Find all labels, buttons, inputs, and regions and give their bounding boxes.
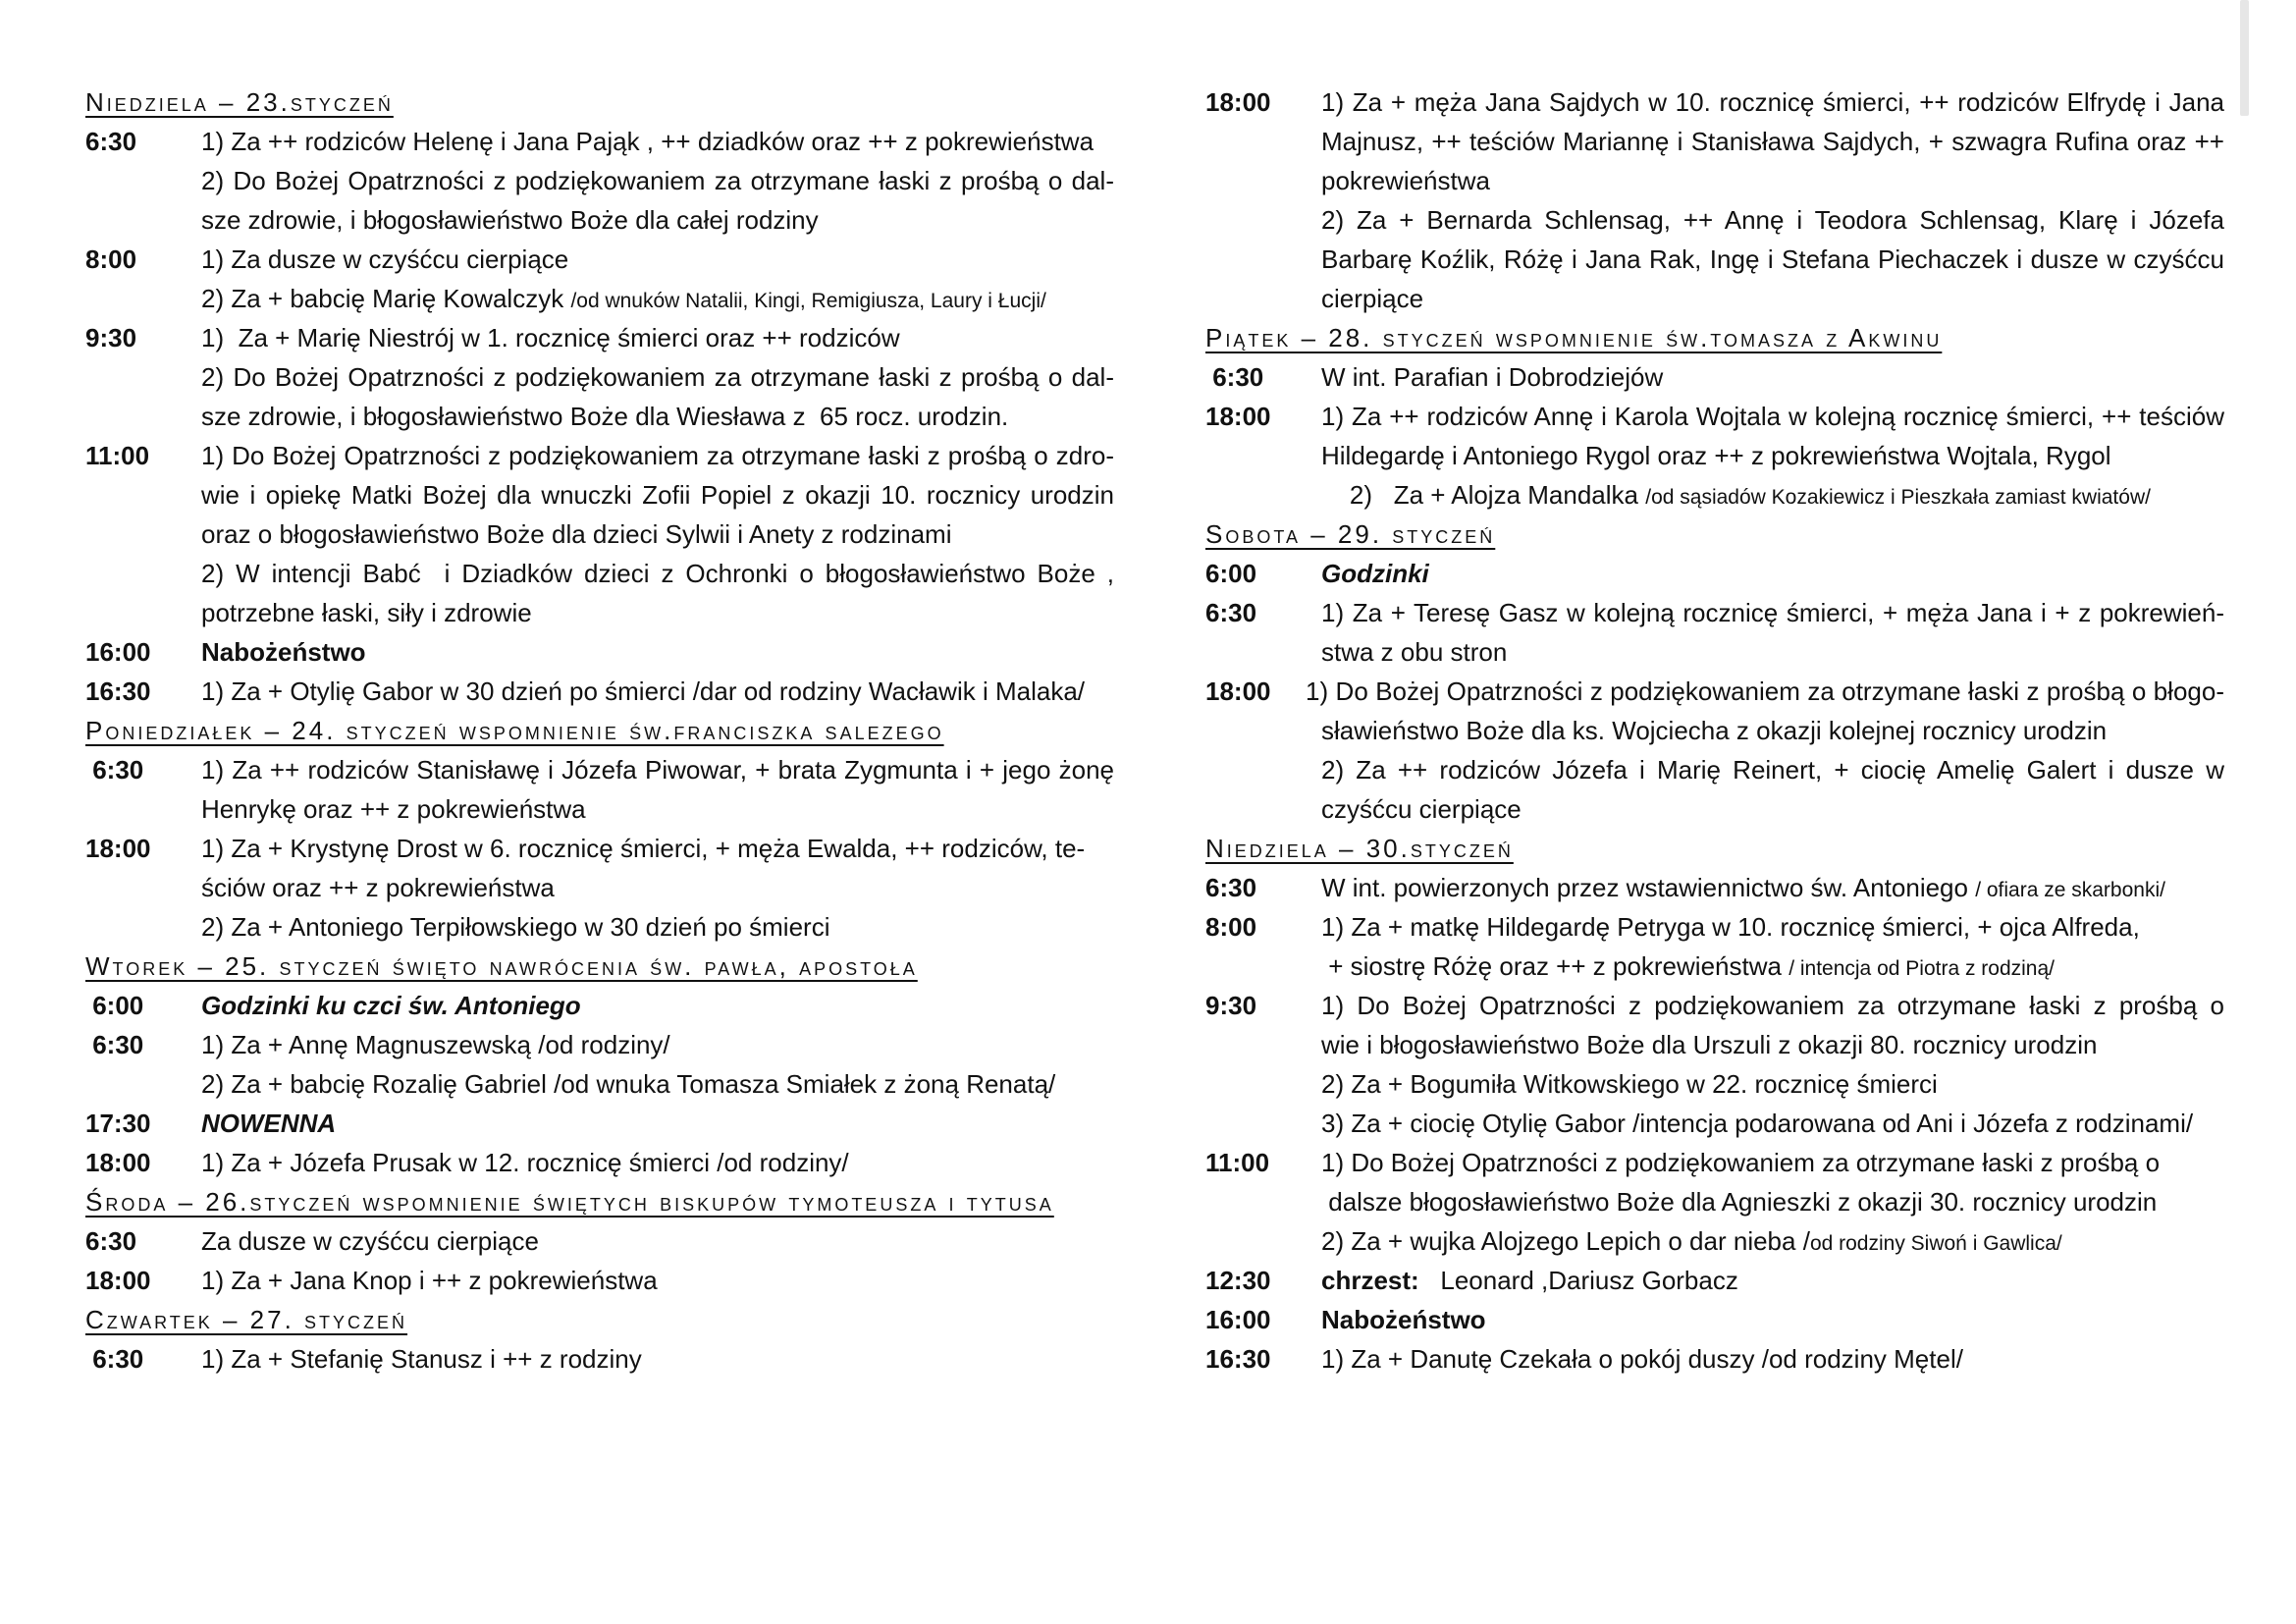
intention-line: [201, 750, 1114, 789]
intention-line: [1321, 1064, 2224, 1104]
intention-text: wie i opiekę Matki Bożej dla wnuczki Zofii Popiel z okazji 10. rocznicy urodzin: [201, 480, 1114, 510]
intention-text: 2) Za + babcię Rozalię Gabriel /od wnuka Tomasza Smiałek z żoną Renatą/: [201, 1069, 1056, 1099]
intention-text: 1) Za ++ rodziców Stanisławę i Józefa Piwowar, + brata Zygmunta i + jego żonę: [201, 755, 1114, 785]
intention-line: [1321, 1221, 2224, 1261]
intention-line: [201, 554, 1114, 593]
intention-text: 1) Do Bożej Opatrzności z podziękowaniem za otrzymane łaski z prośbą o błogo-: [1306, 677, 2224, 706]
intention-line: [1321, 1300, 2224, 1339]
intention-text: sławieństwo Boże dla ks. Wojciecha z okazji kolejnej rocznicy urodzin: [1321, 716, 2108, 745]
mass-time: 6:30: [85, 1030, 144, 1059]
intention-text: 1) Do Bożej Opatrzności z podziękowaniem za otrzymane łaski z prośbą o zdro-: [201, 441, 1114, 470]
intention-line: [201, 1104, 1114, 1143]
intention-text: 1) Za ++ rodziców Helenę i Jana Pająk , ++ dziadków oraz ++ z pokrewieństwa: [201, 127, 1095, 156]
intention-list: [201, 240, 1114, 318]
mass-entry: [1205, 868, 2224, 907]
intention-text: 1) Za + Stefanię Stanusz i ++ z rodziny: [201, 1344, 642, 1374]
mass-entry: [85, 1261, 1114, 1300]
day-header: Poniedziałek – 24. styczeń wspomnienie św.franciszka salezego: [85, 716, 944, 745]
intention-line: [1321, 475, 2224, 514]
intention-line: [1321, 711, 2224, 750]
baptism-names: Leonard ,Dariusz Gorbacz: [1418, 1266, 1738, 1295]
mass-entry: [85, 1025, 1114, 1104]
mass-entry: [85, 829, 1114, 947]
mass-entry: [85, 750, 1114, 829]
intention-list: [201, 750, 1114, 829]
intention-line: [201, 122, 1114, 161]
mass-entry: [85, 1143, 1114, 1182]
intention-text: potrzebne łaski, siły i zdrowie: [201, 598, 532, 627]
mass-time: 6:00: [1205, 559, 1257, 588]
intention-line: [201, 200, 1114, 240]
intention-text: 1) Za dusze w czyśćcu cierpiące: [201, 244, 569, 274]
intention-text: W int. Parafian i Dobrodziejów: [1321, 362, 1664, 392]
left-column: [85, 82, 1114, 1379]
intention-text: 1) Za + Annę Magnuszewską /od rodziny/: [201, 1030, 670, 1059]
intention-text: 1) Za + Józefa Prusak w 12. rocznicę śmierci /od rodziny/: [201, 1148, 849, 1177]
intention-line: [201, 279, 1114, 318]
intention-text: 1) Za + Danutę Czekała o pokój duszy /od rodziny Mętel/: [1321, 1344, 1963, 1374]
intention-list: [1321, 357, 2224, 397]
mass-entry: [1205, 986, 2224, 1143]
intention-list: [1321, 907, 2224, 986]
mass-time: 16:00: [85, 637, 151, 667]
intention-text: oraz o błogosławieństwo Boże dla dzieci Sylwii i Anety z rodzinami: [201, 519, 952, 549]
intention-text: 2) Za + wujka Alojzego Lepich o dar nieba /: [1321, 1226, 1810, 1256]
intention-donor-note: /od sąsiadów Kozakiewicz i Pieszkała zamiast kwiatów/: [1645, 486, 2151, 509]
intention-list: [201, 1221, 1114, 1261]
mass-entry: [1205, 1143, 2224, 1261]
intention-text: + siostrę Różę oraz ++ z pokrewieństwa: [1321, 951, 1789, 981]
intention-list: [201, 829, 1114, 947]
intention-text: chrzest:: [1321, 1266, 1419, 1295]
intention-text: NOWENNA: [201, 1109, 337, 1138]
day-header: Niedziela – 23.styczeń: [85, 87, 394, 117]
intention-line: [1321, 240, 2224, 279]
intention-list: [1321, 1339, 2224, 1379]
intention-text: 1) Za + matkę Hildegardę Petryga w 10. rocznicę śmierci, + ojca Alfreda,: [1321, 912, 2140, 942]
intention-line: [1321, 986, 2224, 1025]
intention-text: sze zdrowie, i błogosławieństwo Boże dla całej rodziny: [201, 205, 819, 235]
mass-entry: [85, 318, 1114, 436]
intention-list: [1306, 672, 2224, 829]
intention-line: [1321, 593, 2224, 632]
mass-time: 6:00: [85, 991, 144, 1020]
intention-text: Hildegardę i Antoniego Rygol oraz ++ z pokrewieństwa Wojtala, Rygol: [1321, 441, 2111, 470]
intention-line: [1306, 672, 2224, 711]
intention-text: czyśćcu cierpiące: [1321, 794, 1522, 824]
intention-line: [201, 397, 1114, 436]
day-header: Sobota – 29. styczeń: [1205, 519, 1496, 549]
intention-text: cierpiące: [1321, 284, 1424, 313]
intention-line: [201, 240, 1114, 279]
intention-line: [1321, 1182, 2224, 1221]
mass-time: 8:00: [85, 244, 137, 274]
intention-line: [1321, 1143, 2224, 1182]
intention-line: [201, 475, 1114, 514]
intention-line: [201, 632, 1114, 672]
mass-time: 18:00: [85, 1148, 151, 1177]
intention-text: 2) Do Bożej Opatrzności z podziękowaniem za otrzymane łaski z prośbą o dal-: [201, 166, 1114, 195]
mass-time: 9:30: [1205, 991, 1257, 1020]
intention-text: 1) Za + męża Jana Sajdych w 10. rocznicę śmierci, ++ rodziców Elfrydę i Jana: [1321, 87, 2224, 117]
intention-text: 1) Za + Marię Niestrój w 1. rocznicę śmierci oraz ++ rodziców: [201, 323, 900, 352]
intention-line: [1321, 907, 2224, 947]
intention-line: [1321, 200, 2224, 240]
intention-line: [1321, 82, 2224, 122]
mass-time: 11:00: [85, 441, 150, 470]
intention-text: 1) Za + Jana Knop i ++ z pokrewieństwa: [201, 1266, 658, 1295]
intention-text: 2) Do Bożej Opatrzności z podziękowaniem za otrzymane łaski z prośbą o dal-: [201, 362, 1114, 392]
intention-list: [201, 986, 1114, 1025]
intention-line: [201, 1221, 1114, 1261]
intention-line: [1321, 161, 2224, 200]
intention-text: 1) Za + Teresę Gasz w kolejną rocznicę śmierci, + męża Jana i + z pokrewień-: [1321, 598, 2224, 627]
intention-list: [201, 436, 1114, 632]
mass-entry: [1205, 1300, 2224, 1339]
intention-line: [1321, 750, 2224, 789]
mass-time: 18:00: [1205, 402, 1271, 431]
intention-donor-note: /od wnuków Natalii, Kingi, Remigiusza, Laury i Łucji/: [570, 290, 1046, 312]
mass-time: 11:00: [1205, 1148, 1270, 1177]
mass-time: 6:30: [85, 1226, 137, 1256]
intention-donor-note: / intencja od Piotra z rodziną/: [1789, 957, 2056, 980]
intention-text: Godzinki: [1321, 559, 1429, 588]
intention-list: [201, 672, 1114, 711]
intention-line: [1321, 554, 2224, 593]
intention-line: [201, 514, 1114, 554]
intention-line: [1321, 279, 2224, 318]
mass-time: 16:30: [1205, 1344, 1271, 1374]
intention-text: ściów oraz ++ z pokrewieństwa: [201, 873, 555, 902]
intention-donor-note: / ofiara ze skarbonki/: [1975, 879, 2165, 901]
intention-text: 1) Za ++ rodziców Annę i Karola Wojtala w kolejną rocznicę śmierci, ++ teściów: [1321, 402, 2224, 431]
intention-line: [201, 1261, 1114, 1300]
mass-time: 8:00: [1205, 912, 1257, 942]
intention-line: [1321, 357, 2224, 397]
intention-line: [201, 1064, 1114, 1104]
intention-line: [201, 436, 1114, 475]
mass-time: 16:30: [85, 677, 151, 706]
intention-text: Majnusz, ++ teściów Mariannę i Stanisława Sajdych, + szwagra Rufina oraz ++: [1321, 127, 2224, 156]
intention-text: Nabożeństwo: [201, 637, 366, 667]
mass-time: 6:30: [85, 127, 137, 156]
intention-donor-note: od rodziny Siwoń i Gawlica/: [1809, 1232, 2062, 1255]
mass-time: 18:00: [1205, 87, 1271, 117]
intention-line: [201, 593, 1114, 632]
intention-line: [1321, 122, 2224, 161]
intention-line: [201, 672, 1114, 711]
intention-list: [201, 632, 1114, 672]
intention-text: Za dusze w czyśćcu cierpiące: [201, 1226, 539, 1256]
intention-line: [201, 161, 1114, 200]
mass-time: 18:00: [85, 834, 151, 863]
mass-time: 6:30: [85, 1344, 144, 1374]
mass-entry: [1205, 82, 2224, 318]
intention-text: Barbarę Koźlik, Różę i Jana Rak, Ingę i Stefana Piechaczek i dusze w czyśćcu: [1321, 244, 2224, 274]
day-header: Niedziela – 30.styczeń: [1205, 834, 1514, 863]
intention-list: [201, 318, 1114, 436]
mass-entry: [85, 632, 1114, 672]
intention-line: [1321, 868, 2224, 907]
mass-entry: [85, 1104, 1114, 1143]
mass-time: 18:00: [1205, 677, 1271, 706]
mass-entry: [85, 240, 1114, 318]
intention-text: 1) Za + Otylię Gabor w 30 dzień po śmierci /dar od rodziny Wacławik i Malaka/: [201, 677, 1085, 706]
intention-text: sze zdrowie, i błogosławieństwo Boże dla Wiesława z 65 rocz. urodzin.: [201, 402, 1009, 431]
intention-text: 2) Za + Bogumiła Witkowskiego w 22. rocznicę śmierci: [1321, 1069, 1938, 1099]
intention-text: 2) Za + babcię Marię Kowalczyk: [201, 284, 571, 313]
intention-list: [1321, 1143, 2224, 1261]
intention-text: wie i błogosławieństwo Boże dla Urszuli z okazji 80. rocznicy urodzin: [1321, 1030, 2098, 1059]
day-header: Czwartek – 27. styczeń: [85, 1305, 408, 1334]
intention-line: [201, 318, 1114, 357]
mass-entry: [85, 1339, 1114, 1379]
intention-line: [1321, 947, 2224, 986]
mass-time: 6:30: [1205, 362, 1264, 392]
intention-line: [201, 357, 1114, 397]
intention-list: [1321, 593, 2224, 672]
mass-time: 17:30: [85, 1109, 151, 1138]
mass-entry: [1205, 1261, 2224, 1300]
intention-line: [201, 1339, 1114, 1379]
intention-text: 3) Za + ciocię Otylię Gabor /intencja podarowana od Ani i Józefa z rodzinami/: [1321, 1109, 2194, 1138]
intention-list: [201, 1143, 1114, 1182]
intention-list: [201, 1339, 1114, 1379]
intention-list: [1321, 554, 2224, 593]
mass-time: 6:30: [85, 755, 144, 785]
intention-list: [201, 1025, 1114, 1104]
intention-list: [1321, 1300, 2224, 1339]
intention-text: dalsze błogosławieństwo Boże dla Agnieszki z okazji 30. rocznicy urodzin: [1321, 1187, 2158, 1217]
intention-list: [1321, 397, 2224, 514]
intention-line: [1321, 1339, 2224, 1379]
mass-entry: [1205, 554, 2224, 593]
mass-time: 16:00: [1205, 1305, 1271, 1334]
intention-text: Henrykę oraz ++ z pokrewieństwa: [201, 794, 586, 824]
intention-list: [1321, 868, 2224, 907]
intention-text: Godzinki ku czci św. Antoniego: [201, 991, 581, 1020]
mass-time: 6:30: [1205, 873, 1257, 902]
mass-time: 12:30: [1205, 1266, 1271, 1295]
mass-entry: [1205, 907, 2224, 986]
intention-text: 2) W intencji Babć i Dziadków dzieci z Ochronki o błogosławieństwo Boże ,: [201, 559, 1114, 588]
intention-line: [201, 868, 1114, 907]
intention-list: [1321, 82, 2224, 318]
intention-text: 1) Do Bożej Opatrzności z podziękowaniem za otrzymane łaski z prośbą o: [1321, 1148, 2161, 1177]
mass-entry: [85, 436, 1114, 632]
day-header: Piątek – 28. styczeń wspomnienie św.tomasza z Akwinu: [1205, 323, 1943, 352]
mass-entry: [1205, 593, 2224, 672]
intention-line: [201, 829, 1114, 868]
intention-text: 2) Za + Alojza Mandalka: [1321, 480, 1646, 510]
mass-entry: [1205, 397, 2224, 514]
mass-entry: [85, 986, 1114, 1025]
intention-text: 2) Za ++ rodziców Józefa i Marię Reinert, + ciocię Amelię Galert i dusze w: [1321, 755, 2224, 785]
mass-time: 18:00: [85, 1266, 151, 1295]
intention-line: [201, 907, 1114, 947]
day-header: Wtorek – 25. styczeń święto nawrócenia św. pawła, apostoła: [85, 951, 918, 981]
day-header: Środa – 26.styczeń wspomnienie świętych biskupów tymoteusza i tytusa: [85, 1187, 1054, 1217]
intention-text: 1) Do Bożej Opatrzności z podziękowaniem za otrzymane łaski z prośbą o: [1321, 991, 2224, 1020]
intention-text: 2) Za + Bernarda Schlensag, ++ Annę i Teodora Schlensag, Klarę i Józefa: [1321, 205, 2224, 235]
intention-text: 1) Za + Krystynę Drost w 6. rocznicę śmierci, + męża Ewalda, ++ rodziców, te-: [201, 834, 1086, 863]
intention-text: 2) Za + Antoniego Terpiłowskiego w 30 dzień po śmierci: [201, 912, 830, 942]
intention-line: [1321, 1025, 2224, 1064]
intention-line: [1321, 789, 2224, 829]
intention-text: stwa z obu stron: [1321, 637, 1508, 667]
right-column: [1205, 82, 2224, 1379]
mass-entry: [85, 1221, 1114, 1261]
intention-line: [201, 789, 1114, 829]
mass-entry: [1205, 357, 2224, 397]
intention-list: [201, 1104, 1114, 1143]
intention-line: [1321, 397, 2224, 436]
intention-text: W int. powierzonych przez wstawiennictwo św. Antoniego: [1321, 873, 1976, 902]
intention-line: [201, 1025, 1114, 1064]
intention-text: Nabożeństwo: [1321, 1305, 1486, 1334]
mass-time: 6:30: [1205, 598, 1257, 627]
intention-text: pokrewieństwa: [1321, 166, 1490, 195]
mass-entry: [1205, 672, 2224, 829]
scrollbar-thumb[interactable]: [2240, 0, 2249, 116]
mass-time: 9:30: [85, 323, 137, 352]
mass-entry: [1205, 1339, 2224, 1379]
intention-line: [1321, 1261, 2224, 1300]
intention-list: [201, 122, 1114, 240]
intention-line: [201, 986, 1114, 1025]
mass-entry: [85, 672, 1114, 711]
intention-line: [1321, 1104, 2224, 1143]
intention-list: [201, 1261, 1114, 1300]
intention-list: [1321, 986, 2224, 1143]
intention-line: [201, 1143, 1114, 1182]
intention-list: [1321, 1261, 2224, 1300]
intention-line: [1321, 436, 2224, 475]
intention-line: [1321, 632, 2224, 672]
mass-entry: [85, 122, 1114, 240]
